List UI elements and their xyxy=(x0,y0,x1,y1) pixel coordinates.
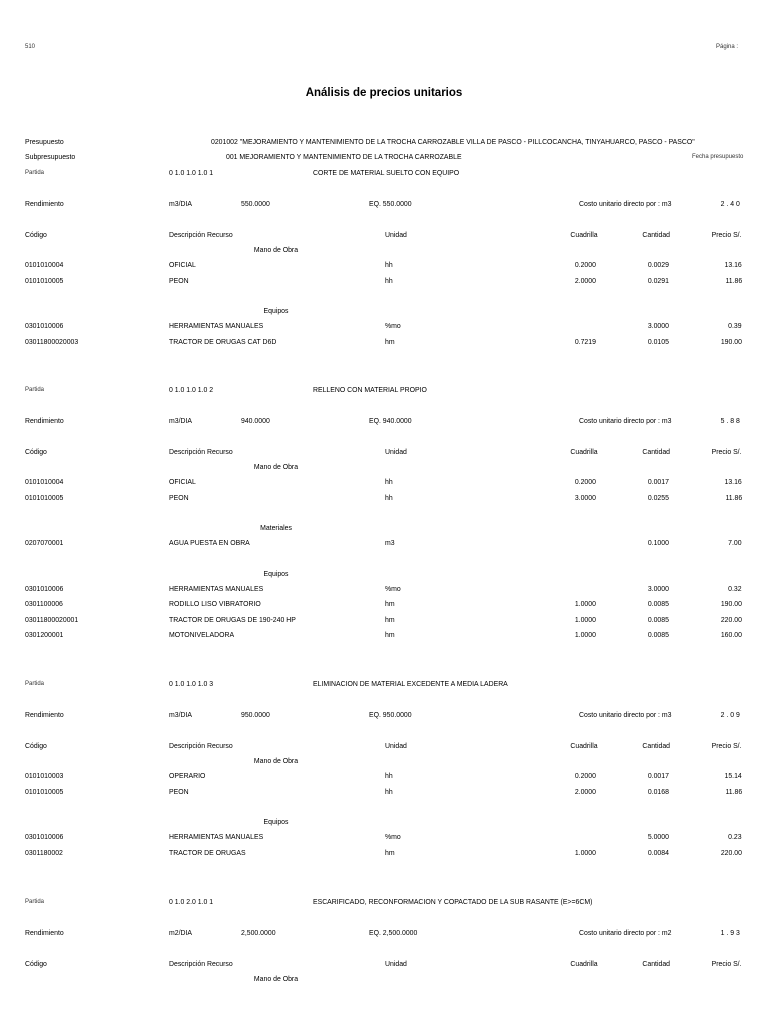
rendimiento-value: 2,500.0000 xyxy=(241,928,276,937)
subpresupuesto-value: 001 MEJORAMIENTO Y MANTENIMIENTO DE LA TROCHA CARROZABLE xyxy=(226,152,462,161)
row-cantidad: 0.0168 xyxy=(647,786,669,796)
row-descripcion: OPERARIO xyxy=(169,771,206,780)
row-cantidad: 0.0291 xyxy=(647,275,669,285)
row-cuadrilla: 2.0000 xyxy=(574,275,596,285)
col-cuadrilla: Cuadrilla xyxy=(570,741,598,750)
row-precio: 220.00 xyxy=(720,847,742,857)
row-descripcion: OFICIAL xyxy=(169,477,196,486)
row-descripcion: HERRAMIENTAS MANUALES xyxy=(169,321,264,330)
col-codigo: Código xyxy=(25,447,47,456)
row-cantidad: 0.0017 xyxy=(647,771,669,780)
row-descripcion: PEON xyxy=(169,275,189,285)
rendimiento-unit: m3/DIA xyxy=(169,710,193,719)
row-unidad: hh xyxy=(385,786,393,796)
row-cuadrilla: 0.7219 xyxy=(574,336,596,346)
rendimiento-label: Rendimiento xyxy=(25,416,64,425)
col-cantidad: Cantidad xyxy=(642,447,670,456)
group-header: Mano de Obra xyxy=(253,245,299,254)
row-codigo: 0101010005 xyxy=(25,786,64,796)
partida-name: RELLENO CON MATERIAL PROPIO xyxy=(313,385,427,394)
rendimiento-unit: m3/DIA xyxy=(169,199,193,208)
row-codigo: 0301180002 xyxy=(25,847,63,857)
row-precio: 0.32 xyxy=(728,583,742,593)
rendimiento-label: Rendimiento xyxy=(25,928,64,937)
row-codigo: 0301100006 xyxy=(25,599,63,608)
rendimiento-value: 550.0000 xyxy=(241,199,270,208)
row-unidad: %mo xyxy=(385,321,401,330)
row-cantidad: 0.0255 xyxy=(647,492,669,502)
eq-value: EQ. 2,500.0000 xyxy=(369,928,418,937)
row-unidad: hm xyxy=(385,630,395,639)
row-precio: 15.14 xyxy=(724,771,742,780)
partida-label: Partida xyxy=(25,387,45,393)
row-precio: 7.00 xyxy=(728,538,742,547)
eq-value: EQ. 950.0000 xyxy=(369,710,412,719)
row-precio: 190.00 xyxy=(720,336,742,346)
partida-code: 0 1.0 1.0 1.0 3 xyxy=(169,679,214,688)
rendimiento-value: 950.0000 xyxy=(241,710,270,719)
row-cantidad: 0.0017 xyxy=(647,477,669,486)
row-codigo: 0301200001 xyxy=(25,630,64,639)
row-codigo: 0207070001 xyxy=(25,538,64,547)
row-descripcion: AGUA PUESTA EN OBRA xyxy=(169,538,250,547)
row-unidad: hh xyxy=(385,492,393,502)
row-unidad: hh xyxy=(385,771,393,780)
row-codigo: 0301010006 xyxy=(25,583,64,593)
page-code: 510 xyxy=(25,44,36,50)
group-header: Equipos xyxy=(263,306,289,315)
col-unidad: Unidad xyxy=(385,741,407,750)
col-unidad: Unidad xyxy=(385,959,407,968)
costo-unitario-label: Costo unitario directo por : m3 xyxy=(578,416,671,425)
row-cantidad: 0.0084 xyxy=(647,847,669,857)
partida-code: 0 1.0 1.0 1.0 1 xyxy=(169,168,214,177)
costo-unitario-label: Costo unitario directo por : m3 xyxy=(578,710,671,719)
row-cuadrilla: 0.2000 xyxy=(574,771,596,780)
partida-name: ELIMINACION DE MATERIAL EXCEDENTE A MEDIA LADERA xyxy=(313,679,508,688)
costo-unitario-label: Costo unitario directo por : m2 xyxy=(578,928,671,937)
row-codigo: 0101010005 xyxy=(25,275,64,285)
row-unidad: hm xyxy=(385,847,395,857)
group-header: Materiales xyxy=(260,523,292,532)
col-precio: Precio S/. xyxy=(712,741,742,750)
group-header: Mano de Obra xyxy=(253,756,299,765)
row-codigo: 0301010006 xyxy=(25,321,64,330)
presupuesto-value: 0201002 "MEJORAMIENTO Y MANTENIMIENTO DE LA TROCHA CARROZABLE VILLA DE PASCO - PILLCOCANCHA, TINYAHUARCO, PASCO - PASCO" xyxy=(211,137,695,146)
col-precio: Precio S/. xyxy=(712,447,742,456)
col-codigo: Código xyxy=(25,741,47,750)
row-cantidad: 3.0000 xyxy=(647,321,669,330)
partida-code: 0 1.0 1.0 1.0 2 xyxy=(169,385,214,394)
partida-label: Partida xyxy=(25,170,45,176)
row-codigo: 0101010003 xyxy=(25,771,64,780)
row-precio: 190.00 xyxy=(720,599,742,608)
row-precio: 11.86 xyxy=(725,492,742,502)
costo-unitario-value: 5 . 8 8 xyxy=(720,416,740,425)
col-unidad: Unidad xyxy=(385,230,407,239)
row-unidad: hm xyxy=(385,614,395,624)
row-precio: 11.86 xyxy=(725,786,742,796)
row-codigo: 0101010004 xyxy=(25,260,64,269)
costo-unitario-value: 2 . 4 0 xyxy=(720,199,740,208)
row-cantidad: 0.1000 xyxy=(647,538,669,547)
group-header: Equipos xyxy=(263,817,289,826)
row-unidad: %mo xyxy=(385,832,401,841)
row-descripcion: TRACTOR DE ORUGAS DE 190-240 HP xyxy=(169,614,296,624)
row-precio: 220.00 xyxy=(720,614,742,624)
col-precio: Precio S/. xyxy=(712,959,742,968)
row-cantidad: 3.0000 xyxy=(647,583,669,593)
partida-label: Partida xyxy=(25,899,45,905)
row-codigo: 0101010004 xyxy=(25,477,64,486)
col-descripcion: Descripción Recurso xyxy=(169,959,233,968)
row-cuadrilla: 1.0000 xyxy=(574,847,596,857)
page-title: Análisis de precios unitarios xyxy=(305,87,463,99)
row-unidad: hh xyxy=(385,477,393,486)
eq-value: EQ. 940.0000 xyxy=(369,416,412,425)
row-codigo: 0101010005 xyxy=(25,492,64,502)
row-unidad: %mo xyxy=(385,583,401,593)
row-descripcion: TRACTOR DE ORUGAS xyxy=(169,847,246,857)
col-descripcion: Descripción Recurso xyxy=(169,741,233,750)
row-descripcion: MOTONIVELADORA xyxy=(169,630,235,639)
rendimiento-label: Rendimiento xyxy=(25,199,64,208)
row-cantidad: 0.0105 xyxy=(647,336,669,346)
row-cuadrilla: 1.0000 xyxy=(574,630,596,639)
col-cuadrilla: Cuadrilla xyxy=(570,447,598,456)
row-precio: 0.39 xyxy=(728,321,742,330)
page-number-label: Página : xyxy=(716,44,739,50)
group-header: Equipos xyxy=(263,568,289,578)
row-unidad: hh xyxy=(385,260,393,269)
row-codigo: 0301010006 xyxy=(25,832,64,841)
col-cantidad: Cantidad xyxy=(642,959,670,968)
costo-unitario-label: Costo unitario directo por : m3 xyxy=(578,199,671,208)
col-descripcion: Descripción Recurso xyxy=(169,447,233,456)
row-cuadrilla: 0.2000 xyxy=(574,260,596,269)
subpresupuesto-label: Subpresupuesto xyxy=(25,152,76,161)
costo-unitario-value: 2 . 0 9 xyxy=(720,710,740,719)
col-unidad: Unidad xyxy=(385,447,407,456)
row-cantidad: 0.0085 xyxy=(647,630,669,639)
rendimiento-label: Rendimiento xyxy=(25,710,64,719)
row-descripcion: RODILLO LISO VIBRATORIO xyxy=(169,599,261,608)
group-header: Mano de Obra xyxy=(253,462,299,471)
row-cantidad: 0.0085 xyxy=(647,599,669,608)
row-precio: 13.16 xyxy=(724,477,742,486)
group-header: Mano de Obra xyxy=(253,974,299,983)
rendimiento-unit: m3/DIA xyxy=(169,416,193,425)
row-precio: 0.23 xyxy=(728,832,742,841)
row-unidad: m3 xyxy=(385,538,395,547)
row-unidad: hm xyxy=(385,599,395,608)
row-cantidad: 0.0085 xyxy=(647,614,669,624)
row-precio: 13.16 xyxy=(724,260,742,269)
col-descripcion: Descripción Recurso xyxy=(169,230,233,239)
partida-code: 0 1.0 2.0 1.0 1 xyxy=(169,897,214,906)
rendimiento-unit: m2/DIA xyxy=(169,928,193,937)
row-cantidad: 0.0029 xyxy=(647,260,669,269)
col-cuadrilla: Cuadrilla xyxy=(570,230,598,239)
rendimiento-value: 940.0000 xyxy=(241,416,270,425)
row-cuadrilla: 3.0000 xyxy=(574,492,596,502)
row-descripcion: OFICIAL xyxy=(169,260,196,269)
row-cuadrilla: 2.0000 xyxy=(574,786,596,796)
partida-label: Partida xyxy=(25,681,45,687)
row-descripcion: PEON xyxy=(169,786,189,796)
row-cantidad: 5.0000 xyxy=(647,832,669,841)
presupuesto-label: Presupuesto xyxy=(25,137,64,146)
col-codigo: Código xyxy=(25,230,47,239)
row-precio: 160.00 xyxy=(720,630,742,639)
row-precio: 11.86 xyxy=(725,275,742,285)
row-descripcion: TRACTOR DE ORUGAS CAT D6D xyxy=(169,336,277,346)
col-precio: Precio S/. xyxy=(712,230,742,239)
col-cantidad: Cantidad xyxy=(642,741,670,750)
row-cuadrilla: 1.0000 xyxy=(574,599,596,608)
col-cantidad: Cantidad xyxy=(642,230,670,239)
row-unidad: hh xyxy=(385,275,393,285)
partida-name: CORTE DE MATERIAL SUELTO CON EQUIPO xyxy=(313,168,460,177)
col-cuadrilla: Cuadrilla xyxy=(570,959,598,968)
row-descripcion: PEON xyxy=(169,492,189,502)
row-descripcion: HERRAMIENTAS MANUALES xyxy=(169,583,264,593)
row-codigo: 03011800020003 xyxy=(25,336,79,346)
row-codigo: 03011800020001 xyxy=(25,614,79,624)
partida-name: ESCARIFICADO, RECONFORMACION Y COPACTADO DE LA SUB RASANTE (E>=6CM) xyxy=(313,897,593,906)
col-codigo: Código xyxy=(25,959,47,968)
row-cuadrilla: 1.0000 xyxy=(574,614,596,624)
row-descripcion: HERRAMIENTAS MANUALES xyxy=(169,832,264,841)
row-cuadrilla: 0.2000 xyxy=(574,477,596,486)
costo-unitario-value: 1 . 9 3 xyxy=(720,928,740,937)
row-unidad: hm xyxy=(385,336,395,346)
fecha-presupuesto-label: Fecha presupuesto xyxy=(692,154,744,160)
eq-value: EQ. 550.0000 xyxy=(369,199,412,208)
